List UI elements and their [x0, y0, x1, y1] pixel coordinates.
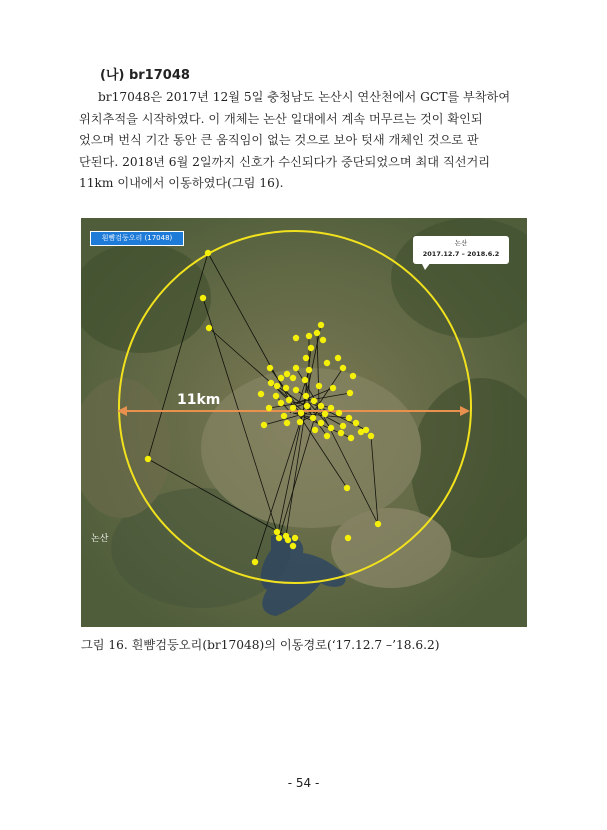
section-heading: (나) br17048: [100, 68, 190, 83]
bird-id-label: 흰뺨검둥오리 (17048): [90, 231, 184, 246]
location-point: [353, 420, 359, 426]
site-callout: [413, 236, 509, 264]
location-point: [348, 435, 354, 441]
body-line: 위치추적을 시작하였다. 이 개체는 논산 일대에서 계속 머무르는 것이 확인되: [79, 111, 483, 126]
location-point: [274, 529, 280, 535]
location-point: [286, 397, 292, 403]
location-point: [252, 559, 258, 565]
location-point: [281, 413, 287, 419]
figure-caption: 그림 16. 흰뺨검둥오리(br17048)의 이동경로(‘17.12.7 –’18.6.2): [81, 638, 440, 652]
location-point: [340, 365, 346, 371]
location-point: [368, 433, 374, 439]
location-point: [276, 535, 282, 541]
map-graphic: [81, 218, 527, 627]
location-point: [293, 365, 299, 371]
location-point: [316, 383, 322, 389]
location-point: [302, 377, 308, 383]
location-point: [324, 433, 330, 439]
callout-tail: [421, 262, 431, 270]
location-point: [293, 335, 299, 341]
location-point: [318, 403, 324, 409]
location-point: [290, 375, 296, 381]
location-point: [284, 420, 290, 426]
location-point: [290, 405, 296, 411]
location-point: [258, 391, 264, 397]
callout-dates: 2017.12.7 – 2018.6.2: [422, 250, 500, 258]
location-point: [375, 521, 381, 527]
location-point: [345, 535, 351, 541]
location-point: [304, 403, 310, 409]
location-point: [283, 385, 289, 391]
body-paragraph: [79, 87, 531, 195]
location-point: [340, 423, 346, 429]
location-point: [278, 400, 284, 406]
location-point: [268, 380, 274, 386]
location-point: [346, 415, 352, 421]
location-point: [324, 360, 330, 366]
body-line: 었으며 번식 기간 동안 큰 움직임이 없는 것으로 보아 텃새 개체인 것으로 판: [79, 133, 479, 147]
location-point: [306, 367, 312, 373]
location-point: [330, 385, 336, 391]
location-point: [206, 325, 212, 331]
location-point: [314, 330, 320, 336]
location-point: [266, 405, 272, 411]
location-point: [347, 390, 353, 396]
body-line: 단된다. 2018년 6월 2일까지 신호가 수신되다가 중단되었으며 최대 직선거리: [79, 154, 491, 169]
location-point: [336, 410, 342, 416]
location-point: [278, 375, 284, 381]
location-point: [350, 373, 356, 379]
location-point: [328, 405, 334, 411]
location-point: [320, 337, 326, 343]
location-point: [205, 250, 211, 256]
location-point: [306, 333, 312, 339]
location-point: [318, 420, 324, 426]
callout-title: 논산: [454, 239, 468, 247]
place-name-label: 논산: [91, 534, 109, 544]
location-point: [290, 543, 296, 549]
location-point: [344, 485, 350, 491]
body-line: br17048은 2017년 12월 5일 충청남도 논산시 연산천에서 GCT를 부착하여: [98, 90, 511, 104]
location-point: [261, 422, 267, 428]
satellite-map-figure: [81, 218, 527, 627]
location-point: [292, 535, 298, 541]
page-number: - 54 -: [287, 776, 320, 790]
location-point: [322, 411, 328, 417]
location-point: [298, 410, 304, 416]
location-point: [285, 537, 291, 543]
location-point: [318, 322, 324, 328]
distance-label: 11km: [177, 392, 221, 408]
location-point: [312, 427, 318, 433]
location-point: [200, 295, 206, 301]
location-point: [328, 425, 334, 431]
location-point: [335, 355, 341, 361]
location-point: [273, 393, 279, 399]
location-point: [358, 429, 364, 435]
location-point: [303, 355, 309, 361]
location-point: [284, 371, 290, 377]
location-point: [338, 430, 344, 436]
location-point: [310, 415, 316, 421]
location-point: [297, 419, 303, 425]
location-point: [267, 365, 273, 371]
location-point: [308, 345, 314, 351]
location-point: [293, 387, 299, 393]
body-line: 11km 이내에서 이동하였다(그림 16).: [79, 176, 284, 190]
location-point: [145, 456, 151, 462]
location-point: [311, 398, 317, 404]
location-point: [303, 393, 309, 399]
location-point: [274, 383, 280, 389]
